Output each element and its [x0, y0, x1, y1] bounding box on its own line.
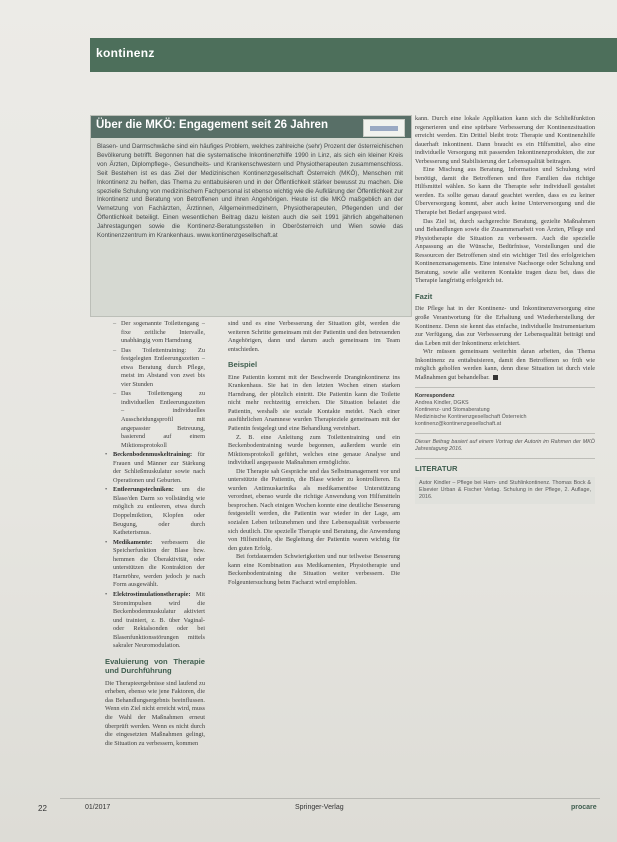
end-mark-icon	[493, 375, 498, 380]
section-heading: Beispiel	[228, 360, 258, 370]
body-paragraph: Die Therapie sah Gespräche und das Selbstmanagement vor und unterstützte die Patientin, die Blase wieder zu kontrollieren. Es wurden Antimuskarinika als medikamentöse Unterstützung verordnet, ebenso wurde die richtige Anwendung von Hilfsmitteln besprochen. Nach einigen Wochen konnte eine deutliche Besserung festgestellt werden, die Patientin war wieder in der Lage, am sozialen Leben teilzunehmen und ihre Lebensqualität verbesserte sich deutlich. Die spezielle Therapie und Beratung, die Anwendung von Hilfsmitteln, die Begleitung der Patientin waren wichtig für den guten Erfolg.	[228, 467, 400, 552]
list-item-lead: Medikamente:	[113, 538, 153, 546]
list-item-text: für Frauen und Männer zur Stärkung der Schließmuskulatur sowie nach Operationen und Geburten.	[113, 451, 205, 484]
list-item-lead: Beckenbodenmuskeltraining:	[113, 451, 193, 459]
column-3	[415, 115, 595, 790]
section-heading: Evaluierung von Therapie und Durchführung	[105, 656, 205, 676]
list-item-text: verbessern die Speicherfunktion der Blase bzw. hemmen die Überaktivität, oder unterstützen die Kontraktion der Harnröhre, werden jedoch je nach Form ausgewählt.	[113, 538, 205, 589]
author-line: kontinenz@kontinenzgesellschaft.at	[415, 421, 502, 428]
body-paragraph: Bei fortdauernden Schwierigkeiten und nur teilweise Besserung kann eine Kombination aus Medikamenten, Physiotherapie und Beckenbodentraining die Situation weiter verbessern. Die Folgeuntersuchung beim Facharzt wird empfohlen.	[228, 553, 400, 586]
info-box-title: Über die MKÖ: Engagement seit 26 Jahren	[96, 119, 328, 131]
divider	[415, 433, 595, 434]
issue-label: 01/2017	[85, 804, 111, 811]
body-paragraph: Die Pflege hat in der Kontinenz- und Inkontinenzversorgung eine große Verantwortung für die Erhaltung und Wiederherstellung der Kontinenz. Denn sie kennt das einfache, individuelle Instrumentarium zur Verfügung, das zur Verbesserung der Lebensqualität beiträgt und das Leben mit der Inkontinenz erleichtert.	[415, 305, 595, 347]
list-item	[105, 486, 205, 537]
magazine-name: procare	[571, 804, 597, 811]
page-footer	[0, 800, 617, 820]
article-note: Dieser Beitrag basiert auf einem Vortrag der Autorin im Rahmen der MKÖ Jahrestagung 2016.	[415, 439, 595, 453]
body-paragraph: Z. B. eine Anleitung zum Toilettentraining und ein Beckenbodentraining wurde begonnen, außerdem wurde ein Miktionsprotokoll geführt, welches eine genaue Analyse und individuell angepasste Maßnahmen ermöglichte.	[228, 433, 400, 467]
info-box	[90, 115, 412, 317]
literature-heading: LITERATUR	[415, 464, 458, 474]
body-paragraph: sind und es eine Verbesserung der Situation gibt, werden die weiteren Schritte gemeinsam mit der Patientin und den betreuenden Angehörigen, dann und darum auch gemeinsam im Team entschieden.	[228, 320, 400, 353]
divider	[415, 458, 595, 459]
author-label: Korrespondenz	[415, 393, 455, 400]
info-box-header	[91, 116, 411, 138]
author-line: Kontinenz- und Stomaberatung	[415, 407, 490, 414]
column-1	[105, 320, 205, 790]
section-kicker: kontinenz	[96, 46, 155, 60]
list-item: – Das Toilettengang zu individuellen Entleerungszeiten – individuelles Ausscheidungsprofil mit angepasster Betreuung, basierend auf einem Miktionsprotokoll	[105, 390, 205, 450]
body-paragraph: Das Ziel ist, durch sachgerechte Beratung, gezielte Maßnahmen und Behandlungen sowie die Zusammenarbeit von Ärzten, Pflege und Physiotherapie die Situation zu verbessern. Auch die spezielle Anpassung an die Wünsche, Bedürfnisse, Vorstellungen und die Ressourcen der Betroffenen sind ein wichtiger Teil des erfolgreichen Kontinenzmanagements. Eine intensive Nachsorge oder Schulung und Beratung, sowie alle weiteren Kontakte tragen dazu bei, dass die Therapie langfristig erfolgreich ist.	[415, 217, 595, 285]
author-info	[415, 393, 595, 428]
list-item-lead: Entleerungstechniken:	[113, 486, 174, 494]
body-paragraph: Die Therapieergebnisse sind laufend zu erheben, ebenso wie jene Faktoren, die das Behandlungsergebnis beeinflussen. Wenn ein Ziel nicht erreicht wird, muss die Wahl der Maßnahmen erneut überprüft werden. Wenn es nicht durch die eingesetzten Maßnahmen gelingt, die Situation zu verbessern, kommen	[105, 679, 205, 747]
page-number: 22	[38, 804, 47, 813]
author-line: Medizinische Kontinenzgesellschaft Österreich	[415, 414, 527, 421]
list-item	[105, 451, 205, 485]
body-paragraph: Eine Mischung aus Beratung, Information und Schulung wird benötigt, damit die Betroffenen und ihre Familien das richtige Hilfsmittel wählen. So kann die Therapie sehr individuell gestaltet werden. Es sollte genau darauf geachtet werden, dass es zu keiner Überversorgung kommt, aber auch keine Unterversorgung und die Therapie bei Bedarf angepasst wird.	[415, 166, 595, 217]
info-box-body: Blasen- und Darmschwäche sind ein häufiges Problem, welches zahlreiche (sehr) Prozent der österreichischen Bevölkerung betrifft. Begonnen hat die systematische Inkontinenzhilfe 1990 in Linz, als sich ein kleiner Kreis von Ärzten, Diplompflege-, Gesundheits- und Krankenschwestern und Physiotherapeuten zusammenschloss. Seit Bestehen ist es das Ziel der Medizinischen Kontinenzgesellschaft Österreich (MKÖ), Menschen mit Inkontinenz zu helfen, das Thema zu enttabuisieren und in der Öffentlichkeit stärker bewusst zu machen. Die spezielle Schulung von medizinischem Fachpersonal ist ebenso wichtig wie die Aufklärung der Öffentlichkeit zur Inkontinenz und Beratung von Betroffenen und ihren Angehörigen. Heute ist die MKÖ maßgeblich an der Vernetzung von Fachärzten, Ärztinnen, Allgemeinmedizinern, Physiotherapeuten, Pflegenden und der Öffentlichkeit beteiligt. Einen wesentlichen Beitrag dazu leisten auch die seit 1991 jährlich abgehaltenen Jahrestagungen sowie die Kontinenz-Beratungsstellen in Oberösterreich und Wien sowie das Kontinenzzentrum im Krankenhaus. www.kontinenzgesellschaft.at	[97, 143, 403, 240]
list-item	[105, 591, 205, 651]
section-heading: Fazit	[415, 291, 433, 301]
footer-rule	[60, 798, 600, 799]
body-paragraph	[415, 348, 595, 382]
author-line: Andrea Kindler, DGKS	[415, 400, 469, 407]
list-item	[105, 539, 205, 590]
body-paragraph-text: Wir müssen gemeinsam weiterhin daran arbeiten, das Thema Inkontinenz zu enttabuisieren, damit den Betroffenen so früh wie möglich geholfen werden kann, denn diese Situation ist durch viele Maßnahmen gut behandelbar.	[415, 348, 595, 381]
section-header-bar	[90, 38, 617, 72]
list-item-lead: Elektrostimulationstherapie:	[113, 590, 191, 598]
list-item: – Das Toilettentraining: Zu festgelegten Entleerungszeiten – etwa Beratung durch Pflege, meist im Abstand von zwei bis vier Stunden	[105, 347, 205, 390]
list-item: – Der sogenannte Toilettengang – fixe zeitliche Intervalle, unabhängig vom Harndrang	[105, 320, 205, 346]
body-paragraph: Eine Patientin kommt mit der Beschwerde Dranginkontinenz ins Krankenhaus. Sie hat in den letzten Wochen einen starken Harndrang, der plötzlich eintritt. Die Patientin kann die Toilette nicht mehr rechtzeitig erreichen. Die Situation belastet die Patientin, weshalb sie soziale Kontakte meidet. Nach einer ausführlichen Anamnese wurden Therapieziele gemeinsam mit der Patientin festgelegt und eine Behandlung vereinbart.	[228, 373, 400, 432]
mko-logo-icon	[363, 119, 405, 137]
list-item-text: um die Blase/den Darm so vollständig wie möglich zu entleeren, etwa durch Doppelmiktion, Klopfen oder Beugung, oder durch Katheterismus.	[113, 486, 205, 537]
divider	[415, 387, 595, 388]
body-paragraph: kann. Durch eine lokale Applikation kann sich die Schließfunktion regenerieren und eine spürbare Verbesserung der Kontinenzsituation erreicht werden. Ein Drittel bleibt trotz Therapie und Kontinenzhilfe dauerhaft inkontinent. Dann braucht es ein Hilfsmittel, also eine individuelle Versorgung mit passenden Inkontinenzprodukten, die zur Verbesserung und Stabilisierung der Lebensqualität beitragen.	[415, 115, 595, 165]
literature-entry: Autor Kindler – Pflege bei Harn- und Stuhlinkontinenz. Thomas Bock & Elsevier Urban & Fischer Verlag. Schulung in der Pflege, 2. Auflage, 2016.	[415, 477, 595, 504]
publisher-label: Springer-Verlag	[295, 804, 344, 811]
column-2	[228, 320, 400, 790]
list-item-text: Mit Stromimpulsen wird die Beckenbodenmuskulatur aktiviert und trainiert, z. B. über Vaginal- oder Rektalsonden oder bei Blasenfunktionsstörungen mittels sakraler Neuromodulation.	[113, 590, 205, 650]
